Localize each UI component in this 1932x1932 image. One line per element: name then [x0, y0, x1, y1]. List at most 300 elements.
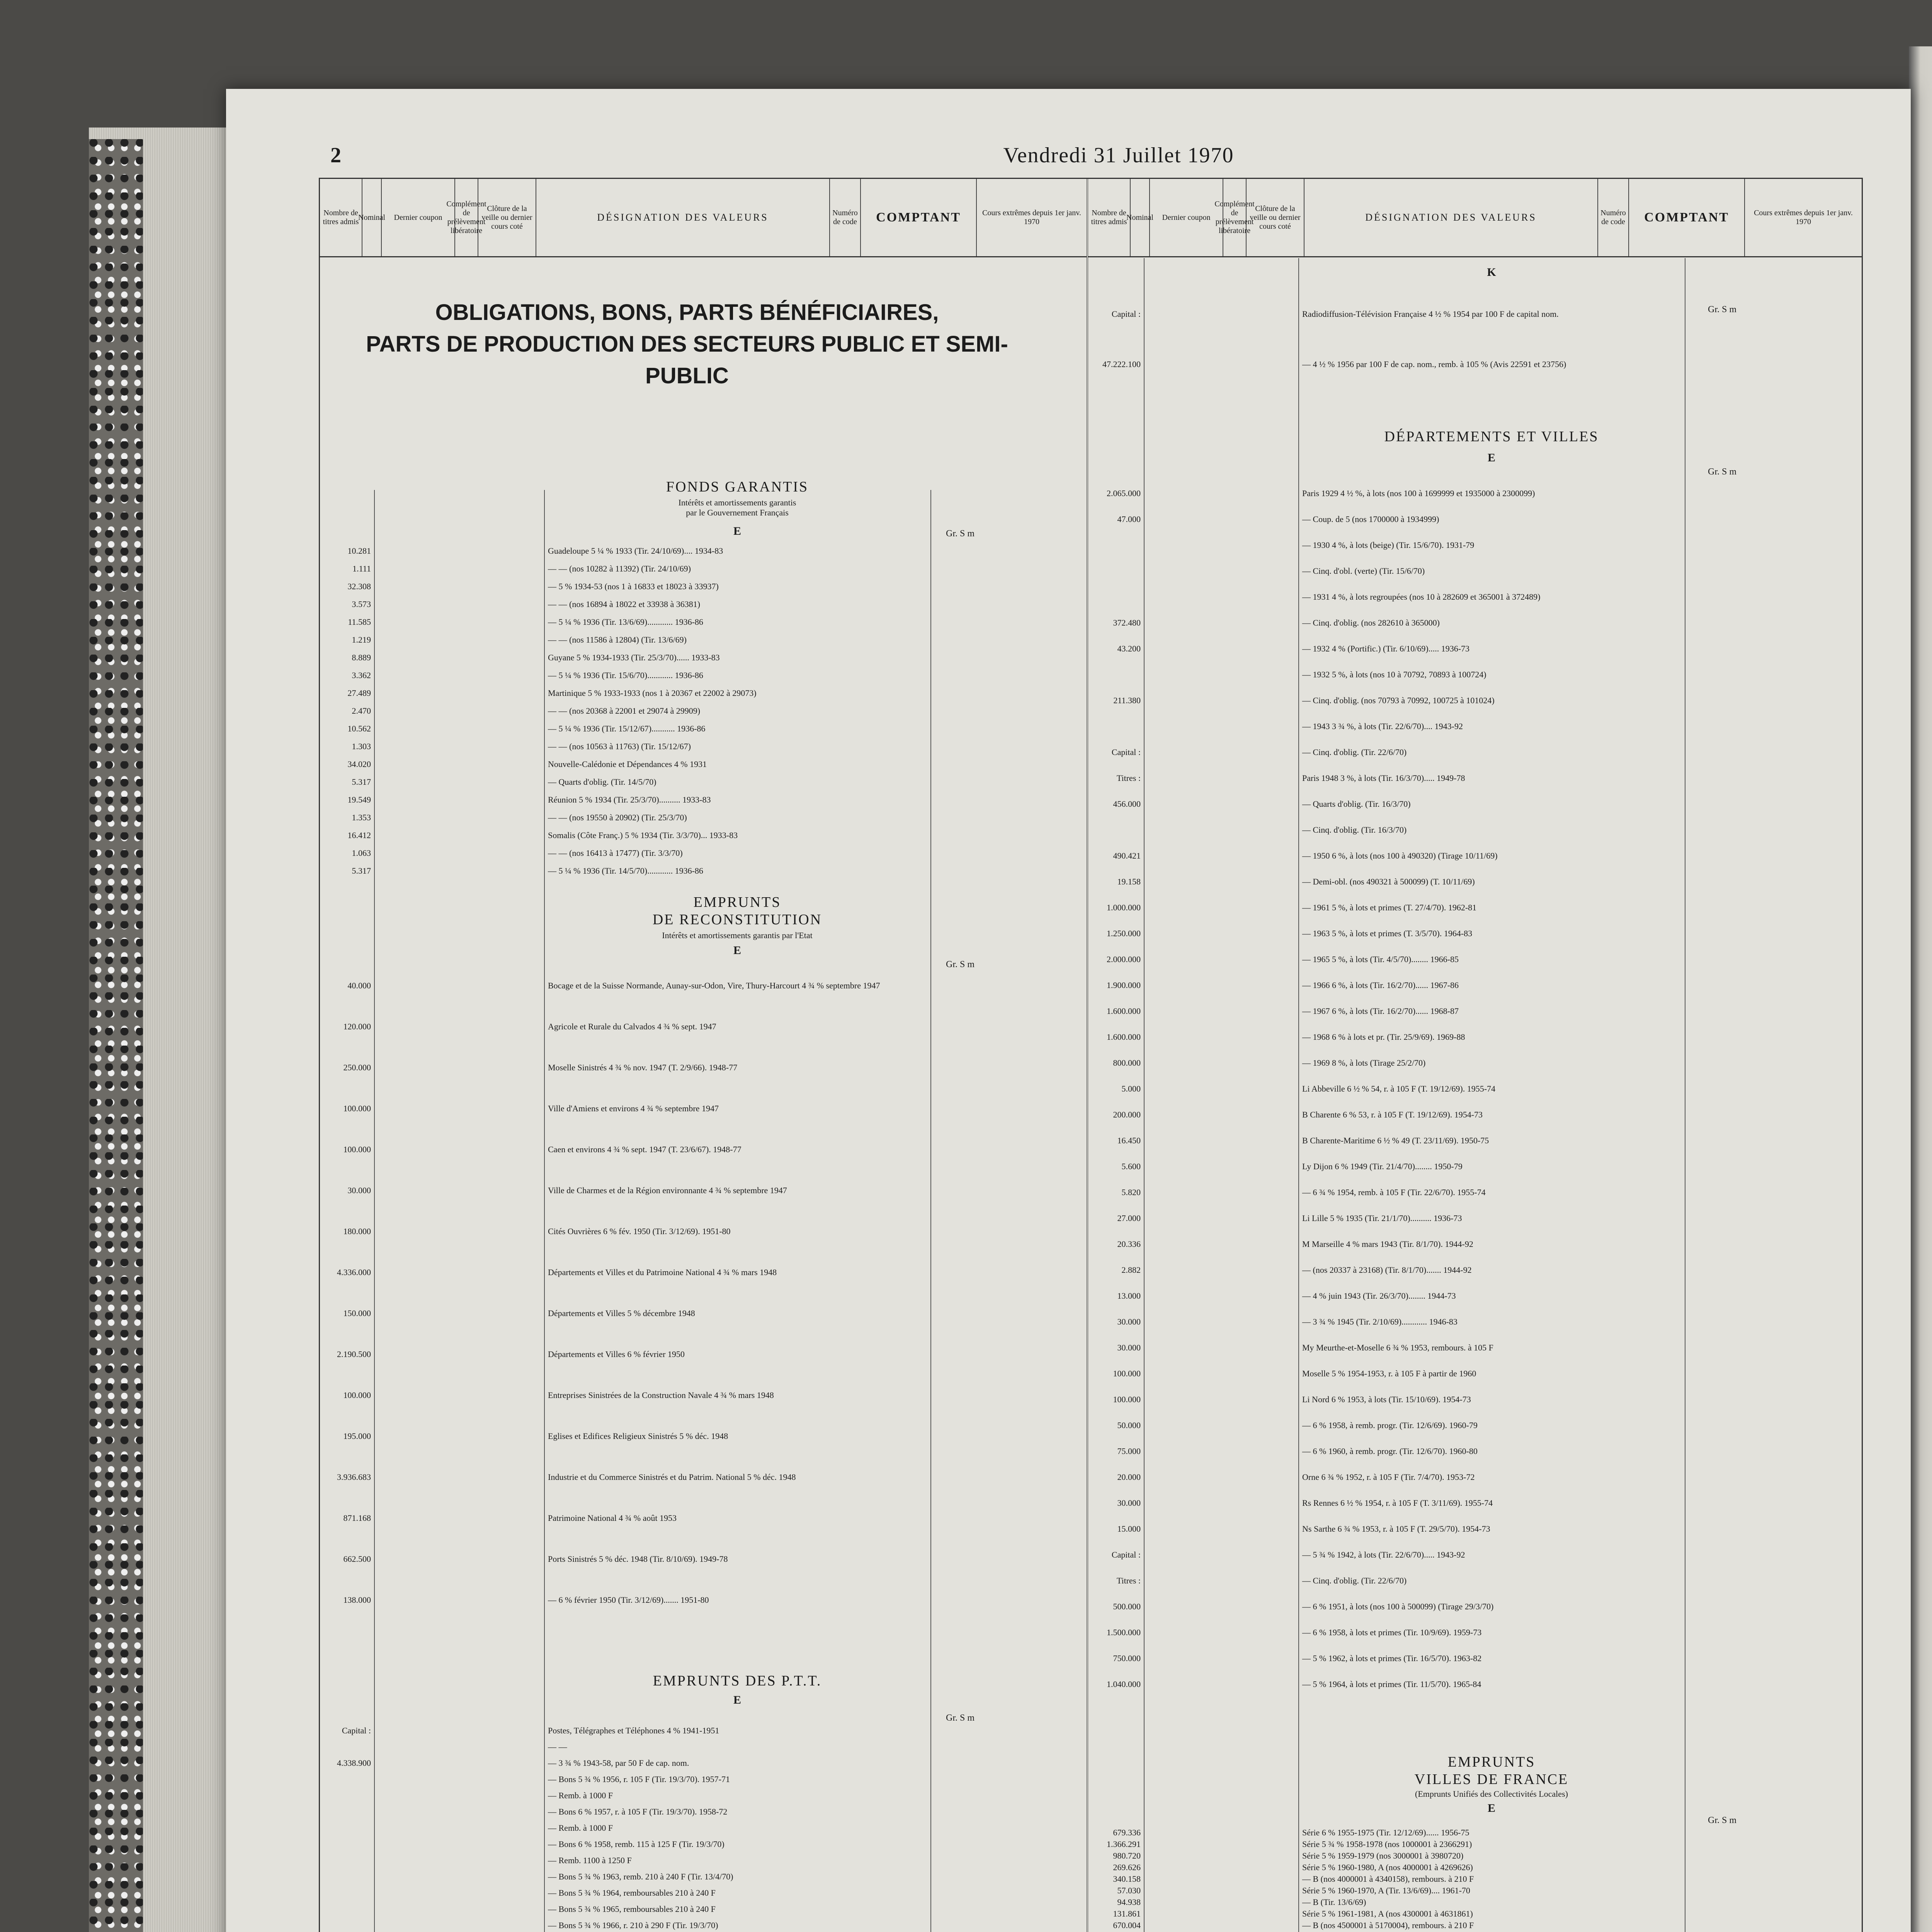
- designation: — Quarts d'oblig. (Tir. 16/3/70): [1302, 799, 1411, 809]
- designation: Départements et Villes 5 % décembre 1948: [548, 1308, 695, 1318]
- titres-admis: 490.421: [1113, 850, 1141, 861]
- titres-admis: 50.000: [1117, 1420, 1141, 1430]
- table-row: [1090, 289, 1860, 339]
- fonds-sub-1: Intérêts et amortissements garantis: [678, 498, 796, 507]
- table-row: [320, 755, 1085, 773]
- table-row: [320, 1170, 1085, 1211]
- table-row: [320, 1006, 1085, 1047]
- designation: Ville d'Amiens et environs 4 ¾ % septembre 1947: [548, 1104, 719, 1113]
- header-cours-extremes: Cours extrêmes depuis 1er janv. 1970: [1754, 209, 1853, 226]
- designation: — — (nos 10563 à 11763) (Tir. 15/12/67): [548, 742, 691, 751]
- titres-admis: 1.600.000: [1107, 1006, 1141, 1016]
- designation: — Bons 5 ¾ % 1964, remboursables 210 à 240 F: [548, 1888, 716, 1898]
- titres-admis: 16.412: [347, 830, 371, 840]
- designation: Caen et environs 4 ¾ % sept. 1947 (T. 23/6/67). 1948-77: [548, 1145, 742, 1154]
- titres-admis: 980.720: [1113, 1851, 1141, 1861]
- designation: — 5 % 1964, à lots et primes (Tir. 11/5/70). 1965-84: [1302, 1679, 1481, 1689]
- designation: — — (nos 10282 à 11392) (Tir. 24/10/69): [548, 564, 691, 573]
- header-designation: DÉSIGNATION DES VALEURS: [536, 179, 830, 256]
- table-row: [1090, 636, 1860, 662]
- designation: — Bons 5 ¾ % 1965, remboursables 210 à 240 F: [548, 1904, 716, 1914]
- table-row: [1090, 895, 1860, 920]
- titres-admis: 30.000: [347, 1185, 371, 1195]
- designation: — 4 % juin 1943 (Tir. 26/3/70)........ 1944-73: [1302, 1291, 1456, 1301]
- table-row: [1090, 998, 1860, 1024]
- titres-admis: 2.190.500: [337, 1349, 371, 1359]
- titres-admis: 27.489: [347, 688, 371, 698]
- designation: — 4 ½ % 1956 par 100 F de cap. nom., remb. à 105 % (Avis 22591 et 23756): [1302, 359, 1566, 369]
- table-row: [1090, 1516, 1860, 1542]
- fonds-sub-2: par le Gouvernement Français: [686, 508, 789, 517]
- designation: — 1968 6 % à lots et pr. (Tir. 25/9/69). 1969-88: [1302, 1032, 1465, 1042]
- designation: Postes, Télégraphes et Téléphones 4 % 1941-1951: [548, 1726, 719, 1735]
- titres-admis: 1.353: [352, 813, 371, 822]
- designation: — 1965 5 %, à lots (Tir. 4/5/70)........ 1966-85: [1302, 954, 1459, 964]
- designation: — 1932 4 % (Portific.) (Tir. 6/10/69)..... 1936-73: [1302, 643, 1470, 653]
- table-row: [320, 1901, 1085, 1917]
- titres-admis: 138.000: [343, 1595, 371, 1605]
- titres-admis: 100.000: [1113, 1368, 1141, 1378]
- table-row: [1090, 972, 1860, 998]
- designation: — 3 ¾ % 1945 (Tir. 2/10/69)............ 1946-83: [1302, 1316, 1458, 1327]
- header-dernier-coupon: Dernier coupon: [1150, 179, 1223, 256]
- table-row: [1090, 1862, 1860, 1873]
- table-row: [320, 702, 1085, 720]
- designation: — 5 ¼ % 1936 (Tir. 13/6/69)............ 1936-86: [548, 617, 703, 627]
- table-row: [1090, 1885, 1860, 1896]
- titres-admis: 100.000: [1113, 1394, 1141, 1404]
- villes-rows: [1090, 1827, 1860, 1932]
- table-row: [1090, 920, 1860, 946]
- titres-admis: Capital :: [342, 1726, 371, 1735]
- fonds-letter: E: [733, 525, 741, 537]
- designation: — Demi-obl. (nos 490321 à 500099) (T. 10/11/69): [1302, 876, 1475, 886]
- table-row: [1090, 1908, 1860, 1920]
- table-row: [1090, 1896, 1860, 1908]
- header-code: Numéro de code: [830, 179, 861, 256]
- designation: — Cinq. d'oblig. (Tir. 22/6/70): [1302, 1575, 1407, 1585]
- titres-admis: 200.000: [1113, 1109, 1141, 1119]
- titres-admis: 1.063: [352, 848, 371, 858]
- designation: — 6 % 1951, à lots (nos 100 à 500099) (Tirage 29/3/70): [1302, 1601, 1494, 1611]
- table-row: [320, 1416, 1085, 1457]
- titres-admis: 20.336: [1117, 1239, 1141, 1249]
- reconst-rows: [320, 965, 1085, 1621]
- right-half: [1090, 258, 1860, 1932]
- designation: M Marseille 4 % mars 1943 (Tir. 8/1/70). 1944-92: [1302, 1239, 1473, 1249]
- table-row: [1090, 1873, 1860, 1885]
- table-row: [1090, 1386, 1860, 1412]
- designation: Départements et Villes 6 % février 1950: [548, 1349, 685, 1359]
- designation: — 1950 6 %, à lots (nos 100 à 490320) (Tirage 10/11/69): [1302, 850, 1498, 861]
- designation: Industrie et du Commerce Sinistrés et du Patrim. National 5 % déc. 1948: [548, 1472, 796, 1482]
- table-row: [320, 560, 1085, 578]
- villes-title-2: VILLES DE FRANCE: [1414, 1771, 1569, 1787]
- designation: — 5 ¼ % 1936 (Tir. 15/6/70)............ 1936-86: [548, 670, 703, 680]
- table-row: [320, 1739, 1085, 1755]
- designation: — 6 ¾ % 1954, remb. à 105 F (Tir. 22/6/70). 1955-74: [1302, 1187, 1486, 1197]
- header-prelevement: Complément de prélèvement libératoire: [455, 179, 478, 256]
- table-row: [320, 684, 1085, 702]
- designation: — 6 % 1958, à lots et primes (Tir. 10/9/69). 1959-73: [1302, 1627, 1482, 1637]
- titres-admis: 2.882: [1121, 1265, 1141, 1275]
- titres-admis: 100.000: [343, 1145, 371, 1154]
- titres-admis: 1.303: [352, 742, 371, 751]
- table-row: [320, 631, 1085, 649]
- table-row: [1090, 1412, 1860, 1438]
- quotation-table: [319, 178, 1863, 1932]
- table-row: [320, 578, 1085, 595]
- designation: Paris 1929 4 ½ %, à lots (nos 100 à 1699999 et 1935000 à 2300099): [1302, 488, 1535, 498]
- titres-admis: 43.200: [1117, 643, 1141, 653]
- table-row: [320, 827, 1085, 844]
- titres-admis: 100.000: [343, 1390, 371, 1400]
- table-row: [1090, 1076, 1860, 1102]
- titres-admis: 131.861: [1113, 1909, 1141, 1918]
- table-row: [1090, 558, 1860, 584]
- titres-admis: 3.362: [352, 670, 371, 680]
- table-row: [1090, 339, 1860, 389]
- table-row: [1090, 506, 1860, 532]
- fonds-grsm: Gr. S m: [946, 529, 975, 539]
- reconst-title-2: DE RECONSTITUTION: [652, 912, 822, 928]
- table-row: [320, 649, 1085, 667]
- designation: — 6 % février 1950 (Tir. 3/12/69)....... 1951-80: [548, 1595, 709, 1605]
- reconst-grsm: Gr. S m: [946, 959, 975, 969]
- header-cloture: Clôture de la veille ou dernier cours coté: [478, 179, 536, 256]
- table-row: [320, 844, 1085, 862]
- designation: — Remb. à 1000 F: [548, 1791, 613, 1800]
- titres-admis: 250.000: [343, 1063, 371, 1072]
- titres-admis: 16.450: [1117, 1135, 1141, 1145]
- designation: — — (nos 16894 à 18022 et 33938 à 36381): [548, 599, 701, 609]
- designation: Rs Rennes 6 ½ % 1954, r. à 105 F (T. 3/11/69). 1955-74: [1302, 1498, 1493, 1508]
- titres-admis: 679.336: [1113, 1828, 1141, 1837]
- titres-admis: 211.380: [1113, 695, 1141, 705]
- table-row: [1090, 610, 1860, 636]
- titres-admis: 195.000: [343, 1431, 371, 1441]
- table-row: [1090, 1920, 1860, 1931]
- titres-admis: 8.889: [352, 653, 371, 662]
- table-row: [320, 1723, 1085, 1739]
- designation: — B (nos 4500001 à 5170004), rembours. à 210 F: [1302, 1920, 1474, 1930]
- table-row: [1090, 1309, 1860, 1335]
- titres-admis: 150.000: [343, 1308, 371, 1318]
- table-row: [1090, 532, 1860, 558]
- designation: Série 5 % 1960-1970, A (Tir. 13/6/69).... 1961-70: [1302, 1886, 1470, 1895]
- top-grsm: Gr. S m: [1708, 304, 1737, 315]
- table-row: [1090, 1850, 1860, 1862]
- designation: B Charente 6 % 53, r. à 105 F (T. 19/12/69). 1954-73: [1302, 1109, 1483, 1119]
- designation: — 6 % 1958, à remb. progr. (Tir. 12/6/69). 1960-79: [1302, 1420, 1478, 1430]
- titres-admis: 2.000.000: [1107, 954, 1141, 964]
- header-prelevement: Complément de prélèvement libératoire: [1223, 179, 1247, 256]
- titres-admis: 662.500: [343, 1554, 371, 1564]
- table-row: [1090, 662, 1860, 687]
- titres-admis: 871.168: [343, 1513, 371, 1523]
- designation: B Charente-Maritime 6 ½ % 49 (T. 23/11/69). 1950-75: [1302, 1135, 1489, 1145]
- table-row: [1090, 1153, 1860, 1179]
- titres-admis: 27.000: [1117, 1213, 1141, 1223]
- table-row: [1090, 584, 1860, 610]
- designation: — Cinq. d'oblig. (Tir. 22/6/70): [1302, 747, 1407, 757]
- designation: — 1930 4 %, à lots (beige) (Tir. 15/6/70). 1931-79: [1302, 540, 1475, 550]
- table-row: [1090, 739, 1860, 765]
- designation: — Coup. de 5 (nos 1700000 à 1934999): [1302, 514, 1439, 524]
- titres-admis: 10.562: [347, 724, 371, 733]
- titres-admis: 32.308: [347, 582, 371, 591]
- table-row: [320, 1836, 1085, 1852]
- reconst-subtitle: Intérêts et amortissements garantis par l'Etat: [662, 930, 813, 940]
- table-row: [1090, 1490, 1860, 1516]
- table-row: [1090, 765, 1860, 791]
- table-row: [320, 542, 1085, 560]
- dept-grsm: Gr. S m: [1708, 467, 1737, 477]
- header-nombre: Nombre de titres admis: [1088, 179, 1131, 256]
- designation: Agricole et Rurale du Calvados 4 ¾ % sept. 1947: [548, 1022, 716, 1031]
- table-row: [320, 1293, 1085, 1334]
- table-row: [320, 720, 1085, 738]
- designation: — Bons 6 % 1958, remb. 115 à 125 F (Tir. 19/3/70): [548, 1839, 724, 1849]
- designation: — 1961 5 %, à lots et primes (T. 27/4/70). 1962-81: [1302, 902, 1477, 912]
- table-row: [1090, 1361, 1860, 1386]
- table-row: [1090, 1128, 1860, 1153]
- table-row: [320, 1088, 1085, 1129]
- designation: — (nos 20337 à 23168) (Tir. 8/1/70)....... 1944-92: [1302, 1265, 1472, 1275]
- designation: — Remb. 1100 à 1250 F: [548, 1855, 632, 1865]
- table-row: [320, 1771, 1085, 1787]
- designation: — 1967 6 %, à lots (Tir. 16/2/70)...... 1968-87: [1302, 1006, 1459, 1016]
- table-row: [1090, 1671, 1860, 1697]
- titres-admis: 340.158: [1113, 1874, 1141, 1884]
- titres-admis: 19.549: [347, 795, 371, 804]
- table-header-right: [1088, 179, 1862, 257]
- designation: Ports Sinistrés 5 % déc. 1948 (Tir. 8/10/69). 1949-78: [548, 1554, 728, 1564]
- designation: — Bons 6 % 1957, r. à 105 F (Tir. 19/3/70). 1958-72: [548, 1807, 728, 1816]
- designation: Patrimoine National 4 ¾ % août 1953: [548, 1513, 677, 1523]
- table-row: [320, 1211, 1085, 1252]
- table-row: [320, 1917, 1085, 1932]
- titres-admis: 3.573: [352, 599, 371, 609]
- designation: Moselle Sinistrés 4 ¾ % nov. 1947 (T. 2/9/66). 1948-77: [548, 1063, 738, 1072]
- ptt-letter: E: [733, 1694, 741, 1706]
- ptt-rows: [320, 1723, 1085, 1932]
- table-row: [1090, 817, 1860, 843]
- marbled-book-edge: [89, 139, 143, 1932]
- designation: Paris 1948 3 %, à lots (Tir. 16/3/70)..... 1949-78: [1302, 773, 1465, 783]
- header-cours-extremes: Cours extrêmes depuis 1er janv. 1970: [982, 209, 1081, 226]
- table-row: [320, 1885, 1085, 1901]
- titres-admis: 1.500.000: [1107, 1627, 1141, 1637]
- designation: Cités Ouvrières 6 % fév. 1950 (Tir. 3/12/69). 1951-80: [548, 1226, 731, 1236]
- reconst-title-1: EMPRUNTS: [693, 894, 781, 910]
- fonds-garantis-subtitle: [544, 498, 930, 518]
- designation: Li Nord 6 % 1953, à lots (Tir. 15/10/69). 1954-73: [1302, 1394, 1471, 1404]
- titres-admis: 2.065.000: [1107, 488, 1141, 498]
- fonds-garantis-title: FONDS GARANTIS: [666, 479, 809, 495]
- designation: — Cinq. d'oblig. (nos 70793 à 70992, 100725 à 101024): [1302, 695, 1495, 705]
- designation: Guadeloupe 5 ¼ % 1933 (Tir. 24/10/69).... 1934-83: [548, 546, 723, 556]
- designation: — 1932 5 %, à lots (nos 10 à 70792, 70893 à 100724): [1302, 669, 1486, 679]
- table-row: [1090, 1050, 1860, 1076]
- designation: — Bons 5 ¾ % 1956, r. 105 F (Tir. 19/3/70). 1957-71: [548, 1774, 730, 1784]
- titres-admis: 4.336.000: [337, 1267, 371, 1277]
- designation: — — (nos 11586 à 12804) (Tir. 13/6/69): [548, 635, 687, 645]
- designation: — — (nos 19550 à 20902) (Tir. 25/3/70): [548, 813, 687, 822]
- designation: — 5 % 1934-53 (nos 1 à 16833 et 18023 à 33937): [548, 582, 719, 591]
- designation: — 1931 4 %, à lots regroupées (nos 10 à 282609 et 365001 à 372489): [1302, 592, 1541, 602]
- header-nombre: Nombre de titres admis: [320, 179, 362, 256]
- table-row: [1090, 687, 1860, 713]
- designation: — 1966 6 %, à lots (Tir. 16/2/70)...... 1967-86: [1302, 980, 1459, 990]
- titres-admis: 19.158: [1117, 876, 1141, 886]
- titres-admis: 4.338.900: [337, 1758, 371, 1768]
- designation: — —: [548, 1742, 567, 1752]
- table-row: [320, 1804, 1085, 1820]
- titres-admis: 15.000: [1117, 1524, 1141, 1534]
- designation: Entreprises Sinistrées de la Construction Navale 4 ¾ % mars 1948: [548, 1390, 774, 1400]
- designation: — B (Tir. 13/6/69): [1302, 1897, 1366, 1907]
- designation: Guyane 5 % 1934-1933 (Tir. 25/3/70)...... 1933-83: [548, 653, 720, 662]
- designation: — B (nos 4000001 à 4340158), rembours. à 210 F: [1302, 1874, 1474, 1884]
- k-letter: K: [1487, 266, 1496, 279]
- dept-rows: [1090, 480, 1860, 1697]
- table-row: [320, 809, 1085, 827]
- designation: Ns Sarthe 6 ¾ % 1953, r. à 105 F (T. 29/5/70). 1954-73: [1302, 1524, 1490, 1534]
- facing-page-edge: [1909, 46, 1932, 1932]
- designation: — 1943 3 ¾ %, à lots (Tir. 22/6/70).... 1943-92: [1302, 721, 1463, 731]
- fonds-rows: [320, 542, 1085, 880]
- titres-admis: 120.000: [343, 1022, 371, 1031]
- designation: — Quarts d'oblig. (Tir. 14/5/70): [548, 777, 656, 787]
- designation: — 6 % 1960, à remb. progr. (Tir. 12/6/70). 1960-80: [1302, 1446, 1478, 1456]
- header-code: Numéro de code: [1598, 179, 1629, 256]
- designation: — 5 ¾ % 1942, à lots (Tir. 22/6/70)..... 1943-92: [1302, 1549, 1465, 1560]
- table-row: [320, 1539, 1085, 1580]
- table-row: [320, 791, 1085, 809]
- villes-title-1: EMPRUNTS: [1447, 1754, 1536, 1770]
- titres-admis: 5.000: [1121, 1083, 1141, 1094]
- titres-admis: 456.000: [1113, 799, 1141, 809]
- designation: — 5 ¼ % 1936 (Tir. 15/12/67)........... 1936-86: [548, 724, 706, 733]
- designation: My Meurthe-et-Moselle 6 ¾ % 1953, rembours. à 105 F: [1302, 1342, 1493, 1352]
- newspaper-page: [226, 89, 1911, 1932]
- table-row: [1090, 1645, 1860, 1671]
- dept-title: DÉPARTEMENTS ET VILLES: [1384, 429, 1599, 445]
- titres-admis: 269.626: [1113, 1862, 1141, 1872]
- table-row: [320, 1852, 1085, 1869]
- table-row: [320, 595, 1085, 613]
- designation: Série 5 % 1959-1979 (nos 3000001 à 3980720): [1302, 1851, 1464, 1861]
- titres-admis: 750.000: [1113, 1653, 1141, 1663]
- table-row: [320, 1375, 1085, 1416]
- table-row: [320, 613, 1085, 631]
- table-row: [1090, 713, 1860, 739]
- table-row: [1090, 1438, 1860, 1464]
- designation: Eglises et Edifices Religieux Sinistrés 5 % déc. 1948: [548, 1431, 728, 1441]
- designation: Martinique 5 % 1933-1933 (nos 1 à 20367 et 22002 à 29073): [548, 688, 757, 698]
- table-row: [1090, 1619, 1860, 1645]
- titres-admis: 1.600.000: [1107, 1032, 1141, 1042]
- titres-admis: 1.000.000: [1107, 902, 1141, 912]
- titres-admis: 800.000: [1113, 1058, 1141, 1068]
- titres-admis: 75.000: [1117, 1446, 1141, 1456]
- table-row: [1090, 480, 1860, 506]
- designation: Série 5 ¾ % 1958-1978 (nos 1000001 à 2366291): [1302, 1839, 1472, 1849]
- designation: Orne 6 ¾ % 1952, r. à 105 F (Tir. 7/4/70). 1953-72: [1302, 1472, 1475, 1482]
- dept-letter: E: [1487, 451, 1495, 464]
- titres-admis: 30.000: [1117, 1498, 1141, 1508]
- table-row: [1090, 843, 1860, 869]
- table-row: [1090, 869, 1860, 895]
- villes-letter: E: [1487, 1802, 1495, 1815]
- titres-admis: 1.366.291: [1107, 1839, 1141, 1849]
- header-cloture: Clôture de la veille ou dernier cours coté: [1247, 179, 1304, 256]
- designation: — Bons 5 ¾ % 1963, remb. 210 à 240 F (Tir. 13/4/70): [548, 1872, 733, 1881]
- titres-admis: 13.000: [1117, 1291, 1141, 1301]
- table-row: [320, 1047, 1085, 1088]
- titres-admis: 5.317: [352, 777, 371, 787]
- table-row: [1090, 1283, 1860, 1309]
- table-row: [320, 1820, 1085, 1836]
- table-row: [1090, 1464, 1860, 1490]
- table-row: [1090, 1568, 1860, 1594]
- designation: Réunion 5 % 1934 (Tir. 25/3/70).......... 1933-83: [548, 795, 711, 804]
- titres-admis: 670.004: [1113, 1920, 1141, 1930]
- designation: — 1969 8 %, à lots (Tirage 25/2/70): [1302, 1058, 1426, 1068]
- titres-admis: 20.000: [1117, 1472, 1141, 1482]
- column-divider: [1087, 179, 1088, 1932]
- titres-admis: 500.000: [1113, 1601, 1141, 1611]
- header-nominal: Nominal: [1131, 179, 1150, 256]
- main-title-line-2: PARTS DE PRODUCTION DES SECTEURS PUBLIC ET SEMI-PUBLIC: [366, 332, 1008, 388]
- titres-admis: 57.030: [1117, 1886, 1141, 1895]
- titres-admis: 2.470: [352, 706, 371, 716]
- titres-admis: 1.040.000: [1107, 1679, 1141, 1689]
- titres-admis: Capital :: [1111, 309, 1141, 319]
- titres-admis: 47.000: [1117, 514, 1141, 524]
- reconst-letter: E: [733, 944, 741, 957]
- ptt-title: EMPRUNTS DES P.T.T.: [653, 1673, 822, 1689]
- titres-admis: 1.219: [352, 635, 371, 645]
- table-row: [320, 965, 1085, 1006]
- titres-admis: 47.222.100: [1102, 359, 1141, 369]
- titres-admis: 3.936.683: [337, 1472, 371, 1482]
- designation: Nouvelle-Calédonie et Dépendances 4 % 1931: [548, 759, 707, 769]
- header-nominal: Nominal: [362, 179, 382, 256]
- table-row: [1090, 1827, 1860, 1838]
- ptt-grsm: Gr. S m: [946, 1713, 975, 1723]
- titres-admis: Capital :: [1111, 1549, 1141, 1560]
- designation: — 3 ¾ % 1943-58, par 50 F de cap. nom.: [548, 1758, 689, 1768]
- titres-admis: 94.938: [1117, 1897, 1141, 1907]
- table-row: [1090, 791, 1860, 817]
- titres-admis: 5.600: [1121, 1161, 1141, 1171]
- designation: — 1963 5 %, à lots et primes (T. 3/5/70). 1964-83: [1302, 928, 1473, 938]
- table-row: [320, 1755, 1085, 1771]
- header-comptant: COMPTANT: [1629, 179, 1745, 256]
- table-row: [320, 1334, 1085, 1375]
- titres-admis: 10.281: [347, 546, 371, 556]
- left-half: [320, 258, 1085, 1932]
- table-row: [1090, 1102, 1860, 1128]
- main-title: [359, 297, 1015, 392]
- table-row: [1090, 1542, 1860, 1568]
- designation: — Cinq. d'oblig. (Tir. 16/3/70): [1302, 825, 1407, 835]
- page-number: 2: [330, 143, 341, 167]
- titres-admis: 34.020: [347, 759, 371, 769]
- designation: Départements et Villes et du Patrimoine National 4 ¾ % mars 1948: [548, 1267, 777, 1277]
